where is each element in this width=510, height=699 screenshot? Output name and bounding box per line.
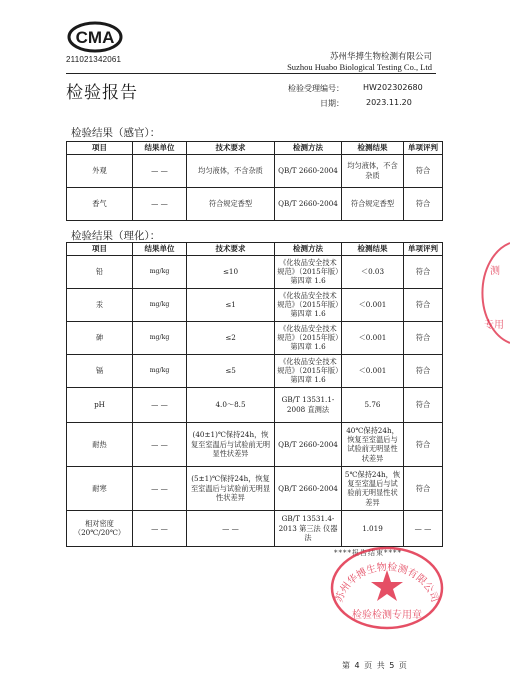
sensory-section-title: 检验结果（感官）： — [71, 127, 161, 139]
cell-result: 1.019 — [342, 510, 404, 546]
table-row — [67, 321, 443, 354]
cell-item: 耐寒 — [67, 466, 133, 510]
cell-item: 汞 — [67, 288, 133, 321]
sensory-table — [66, 141, 443, 221]
cell-item: 耐热 — [67, 422, 133, 466]
svg-text:CMA: CMA — [75, 28, 115, 47]
table-row — [67, 187, 443, 220]
cell-item: 香气 — [67, 187, 133, 220]
physchem-section-title: 检验结果（理化）： — [71, 230, 161, 242]
cell-verdict: 符合 — [404, 154, 443, 187]
cell-unit: mg/kg — [133, 288, 187, 321]
cell-requirement: ≤10 — [187, 255, 275, 288]
edge-seal — [470, 238, 510, 348]
cell-requirement: ≤2 — [187, 321, 275, 354]
accept-number-row — [288, 83, 488, 94]
cell-item: pH — [67, 387, 133, 422]
cell-method: 《化妆品安全技术规范》（2015年版）第四章 1.6 — [275, 255, 342, 288]
cell-result: ＜0.03 — [342, 255, 404, 288]
cell-verdict: 符合 — [404, 387, 443, 422]
cell-item: 砷 — [67, 321, 133, 354]
cell-requirement: — — — [187, 510, 275, 546]
cell-verdict: 符合 — [404, 354, 443, 387]
cell-verdict: 符合 — [404, 288, 443, 321]
accept-number: HW202302680 — [363, 83, 423, 92]
table-row — [67, 154, 443, 187]
column-header: 检测结果 — [342, 142, 404, 155]
company-name-cn: 苏州华搏生物检测有限公司 — [329, 52, 432, 62]
table-row — [67, 288, 443, 321]
physchem-table — [66, 242, 443, 547]
cell-verdict: 符合 — [404, 466, 443, 510]
cell-method: 《化妆品安全技术规范》（2015年版）第四章 1.6 — [275, 288, 342, 321]
cell-requirement: ≤1 — [187, 288, 275, 321]
date-label: 日期： — [320, 99, 344, 108]
header-divider — [66, 73, 436, 74]
cell-verdict: 符合 — [404, 321, 443, 354]
cert-number: 211021342061 — [66, 55, 122, 64]
cma-logo — [67, 20, 123, 54]
cell-method: GB/T 13531.1-2008 直测法 — [275, 387, 342, 422]
column-header: 检测方法 — [275, 243, 342, 256]
cell-requirement: 符合规定香型 — [187, 187, 275, 220]
cell-item: 相对密度（20℃/20℃） — [67, 510, 133, 546]
table-row — [67, 422, 443, 466]
company-name-en: Suzhou Huabo Biological Testing Co., Ltd — [287, 62, 432, 72]
cell-result: 符合规定香型 — [342, 187, 404, 220]
cell-requirement: ≤5 — [187, 354, 275, 387]
cell-verdict: 符合 — [404, 422, 443, 466]
cell-result: 5℃保持24h，恢复至室温后与试验前无明显性状差异 — [342, 466, 404, 510]
cell-method: QB/T 2660-2004 — [275, 187, 342, 220]
cell-unit: — — — [133, 154, 187, 187]
cell-unit: mg/kg — [133, 354, 187, 387]
cell-unit: — — — [133, 422, 187, 466]
table-header-row — [67, 243, 443, 256]
cell-unit: — — — [133, 387, 187, 422]
table-row — [67, 255, 443, 288]
table-row — [67, 466, 443, 510]
cell-item: 外观 — [67, 154, 133, 187]
cell-verdict: — — — [404, 510, 443, 546]
column-header: 技术要求 — [187, 243, 275, 256]
table-header-row — [67, 142, 443, 155]
column-header: 项目 — [67, 243, 133, 256]
cell-method: 《化妆品安全技术规范》（2015年版）第四章 1.6 — [275, 321, 342, 354]
column-header: 检测结果 — [342, 243, 404, 256]
edge-seal-text-2: 专用 — [484, 320, 504, 331]
cell-method: QB/T 2660-2004 — [275, 422, 342, 466]
cell-result: ＜0.001 — [342, 288, 404, 321]
cell-requirement: 4.0～8.5 — [187, 387, 275, 422]
cell-item: 镉 — [67, 354, 133, 387]
cell-requirement: 均匀液体，不含杂质 — [187, 154, 275, 187]
cell-method: 《化妆品安全技术规范》（2015年版）第四章 1.6 — [275, 354, 342, 387]
cell-method: QB/T 2660-2004 — [275, 154, 342, 187]
table-row — [67, 387, 443, 422]
page-number: 第 4 页 共 5 页 — [342, 661, 408, 670]
cell-result: 5.76 — [342, 387, 404, 422]
column-header: 检测方法 — [275, 142, 342, 155]
column-header: 项目 — [67, 142, 133, 155]
cell-verdict: 符合 — [404, 255, 443, 288]
inspection-seal — [328, 540, 446, 630]
cell-unit: mg/kg — [133, 321, 187, 354]
accept-number-label: 检验受理编号： — [288, 84, 344, 93]
cell-method: QB/T 2660-2004 — [275, 466, 342, 510]
cell-requirement: (40±1)℃保持24h，恢复至室温后与试验前无明显性状差异 — [187, 422, 275, 466]
column-header: 技术要求 — [187, 142, 275, 155]
cell-unit: mg/kg — [133, 255, 187, 288]
cell-unit: — — — [133, 187, 187, 220]
report-title: 检验报告 — [66, 83, 138, 103]
report-date: 2023.11.20 — [366, 98, 412, 107]
report-end-mark: ****报告结束**** — [334, 549, 402, 557]
column-header: 结果单位 — [133, 243, 187, 256]
cell-unit: — — — [133, 510, 187, 546]
column-header: 单项评判 — [404, 142, 443, 155]
column-header: 结果单位 — [133, 142, 187, 155]
seal-ring-text: 苏州华搏生物检测有限公司 — [333, 562, 441, 604]
cell-method: GB/T 13531.4-2013 第三法 仪器法 — [275, 510, 342, 546]
cell-unit: — — — [133, 466, 187, 510]
cell-verdict: 符合 — [404, 187, 443, 220]
table-row — [67, 354, 443, 387]
cell-result: 40℃保持24h，恢复至室温后与试验前无明显性状差异 — [342, 422, 404, 466]
cell-result: 均匀液体，不含杂质 — [342, 154, 404, 187]
cell-requirement: (5±1)℃保持24h，恢复至室温后与试验前无明显性状差异 — [187, 466, 275, 510]
cell-result: ＜0.001 — [342, 354, 404, 387]
cell-result: ＜0.001 — [342, 321, 404, 354]
edge-seal-text-1: 测 — [490, 266, 500, 277]
seal-center-text: 检验检测专用章 — [352, 610, 422, 621]
cell-item: 铅 — [67, 255, 133, 288]
column-header: 单项评判 — [404, 243, 443, 256]
